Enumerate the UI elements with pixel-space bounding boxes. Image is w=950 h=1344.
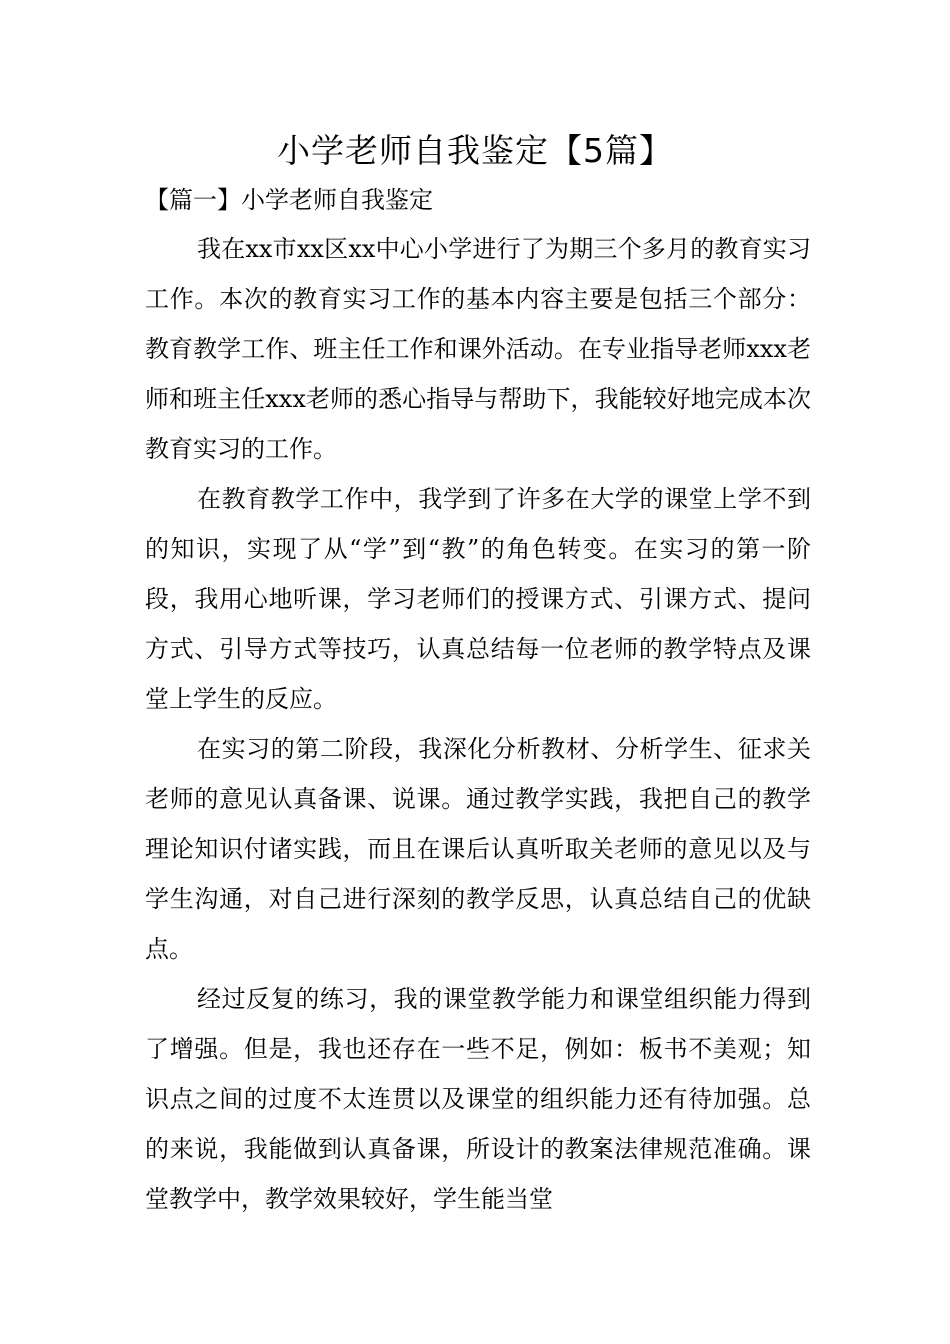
paragraph-2: 在教育教学工作中，我学到了许多在大学的课堂上学不到的知识，实现了从“学”到“教”的角色转变。在实习的第一阶段，我用心地听课，学习老师们的授课方式、引课方式、提问方式、引导方式等技巧，认真总结每一位老师的教学特点及课堂上学生的反应。	[145, 485, 811, 713]
paragraph-4: 经过反复的练习，我的课堂教学能力和课堂组织能力得到了增强。但是，我也还存在一些不足，例如：板书不美观；知识点之间的过度不太连贯以及课堂的组织能力还有待加强。总的来说，我能做到认真备课，所设计的教案法律规范准确。课堂教学中，教学效果较好，学生能当堂	[145, 985, 811, 1213]
paragraph-3: 在实习的第二阶段，我深化分析教材、分析学生、征求关老师的意见认真备课、说课。通过教学实践，我把自己的教学理论知识付诸实践，而且在课后认真听取关老师的意见以及与学生沟通，对自己进行深刻的教学反思，认真总结自己的优缺点。	[145, 735, 811, 963]
paragraph-1: 我在xx市xx区xx中心小学进行了为期三个多月的教育实习工作。本次的教育实习工作的基本内容主要是包括三个部分：教育教学工作、班主任工作和课外活动。在专业指导老师xxx老师和班主任xxx老师的悉心指导与帮助下，我能较好地完成本次教育实习的工作。	[145, 235, 811, 463]
document-body	[145, 176, 811, 1224]
document-title: 小学老师自我鉴定【5篇】	[277, 131, 673, 170]
section-heading: 【篇一】小学老师自我鉴定	[145, 186, 433, 214]
